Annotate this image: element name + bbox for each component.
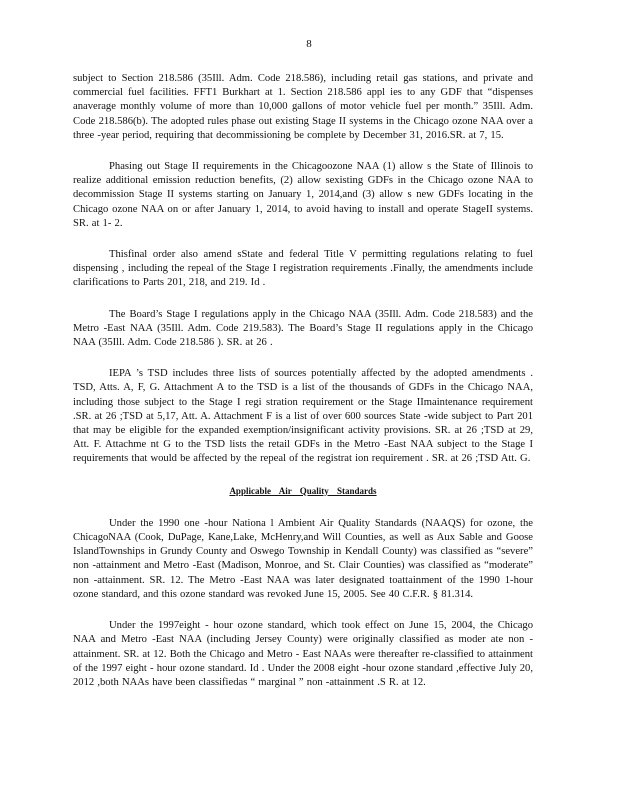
paragraph-board-regulations: The Board’s Stage I regulations apply in the Chicago NAA (35Ill. Adm. Code 218.583) and the Metro -East NAA (35Ill. Adm. Code 219.583). The Board’s Stage II regulations apply in the Chicago NAA (35Ill. Adm. Code 218.586 ). SR. at 26 .	[73, 308, 533, 349]
paragraph-iepa-tsd: IEPA ’s TSD includes three lists of sources potentially affected by the adopted amendments . TSD, Atts. A, F, G. Attachment A to the TSD is a list of the thousands of GDFs in the Chicago NAA, including those subject to the Stage I regi stration requirement or the Stage IImaintenance requirement .SR. at 26 ;TSD at 5,17, Att. A. Attachment F is a list of over 600 sources State -wide subject to Part 201 that may be eligible for the expanded exemption/insignificant activity provisions. SR. at 26 ;TSD at 29, Att. F. Attachme nt G to the TSD lists the retail GDFs in the Metro -East NAA subject to the Stage I requirements that would be affected by the repeal of the registrat ion requirement . SR. at 26 ;TSD Att. G.	[73, 368, 533, 465]
paragraph-1997-standard: Under the 1997eight - hour ozone standard, which took effect on June 15, 2004, the Chicago NAA and Metro -East NAA (including Jersey County) were originally classified as moder ate non -attainment. SR. at 12. Both the Chicago and Metro - East NAAs were thereafter re-classified to attainment of the 1997 eight - hour ozone standard. Id . Under the 2008 eight -hour ozone standard ,effective July 20, 2012 ,both NAAs have been classifiedas “ marginal ” non -attainment .S R. at 12.	[73, 620, 533, 688]
section-heading: Applicable Air Quality Standards	[229, 485, 377, 496]
paragraph-stage-ii-scope: subject to Section 218.586 (35Ill. Adm. Code 218.586), including retail gas stations, and private and commercial fuel facilities. FFT1 Burkhart at 1. Section 218.586 appl ies to any GDF that “dispenses anaverage monthly volume of more than 10,000 gallons of motor vehicle fuel per month.” 35Ill. Adm. Code 218.586(b). The adopted rules phase out existing Stage II systems in the Chicago ozone NAA over a three -year period, requiring that decommissioning be complete by December 31, 2016.SR. at 7, 15.	[73, 73, 533, 141]
document-body	[73, 72, 533, 707]
paragraph-phasing-out: Phasing out Stage II requirements in the Chicagoozone NAA (1) allow s the State of Illinois to realize additional emission reduction benefits, (2) allow sexisting GDFs in the Chicago ozone NAA to decommission Stage II systems starting on January 1, 2014,and (3) allow s new GDFs locating in the Chicago ozone NAA on or after January 1, 2014, to avoid having to install and operate StageII systems. SR. at 1- 2.	[73, 161, 533, 229]
paragraph-final-order: Thisfinal order also amend sState and federal Title V permitting regulations relating to fuel dispensing , including the repeal of the Stage I registration requirements .Finally, the amendments include clarifications to Parts 201, 218, and 219. Id .	[73, 249, 533, 289]
paragraph-1990-standard: Under the 1990 one -hour Nationa l Ambient Air Quality Standards (NAAQS) for ozone, the ChicagoNAA (Cook, DuPage, Kane,Lake, McHenry,and Will Counties, as well as Aux Sable and Goose IslandTownships in Grundy County and Oswego Township in Kendall County) was classified as “severe” non -attainment and Metro -East (Madison, Monroe, and St. Clair Counties) was classified as “moderate” non -attainment. SR. 12. The Metro -East NAA was later designated toattainment of the 1990 1-hour ozone standard, and this ozone standard was revoked June 15, 2005. See 40 C.F.R. § 81.314.	[73, 517, 533, 600]
page-number: 8	[306, 38, 312, 50]
